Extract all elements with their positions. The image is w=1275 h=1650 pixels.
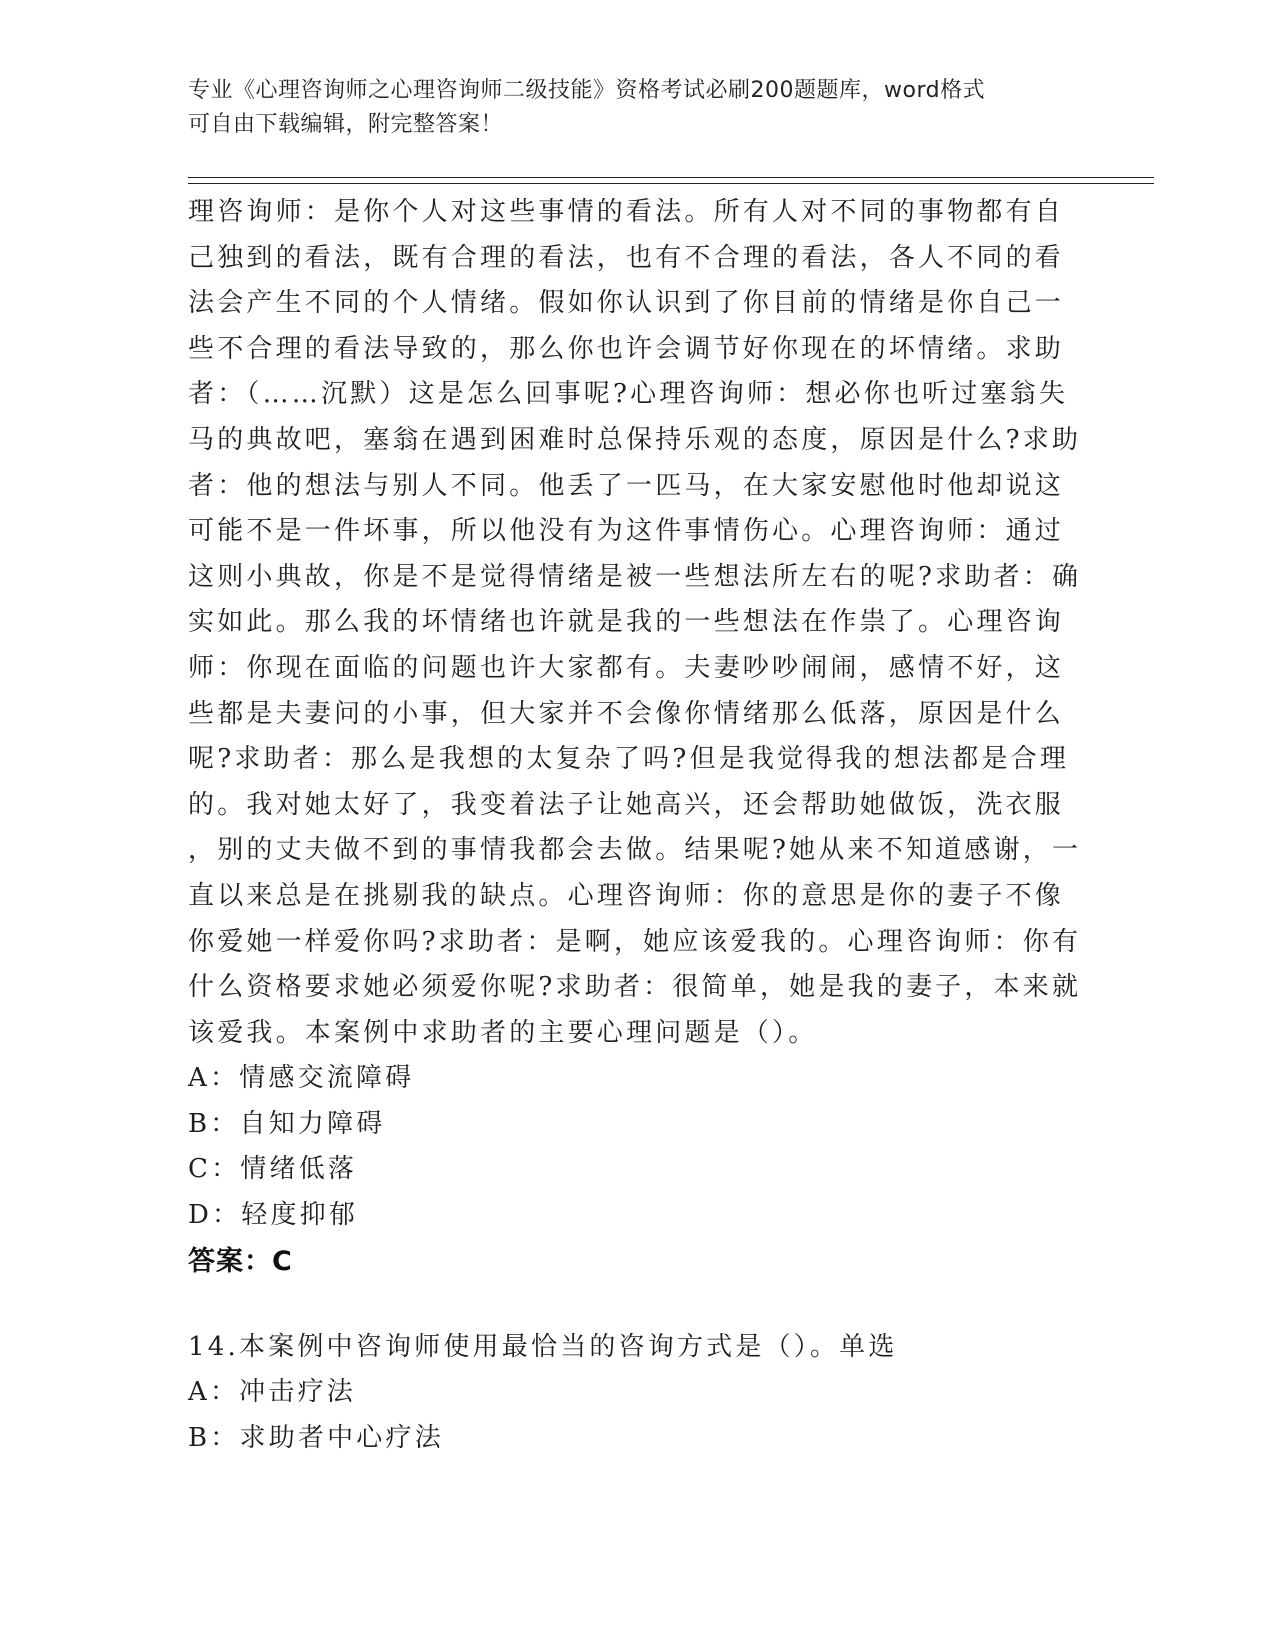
header-rule-thick bbox=[188, 177, 1154, 178]
question-14-stem: 14.本案例中咨询师使用最恰当的咨询方式是（）。单选 bbox=[188, 1331, 898, 1362]
option-c: C：情绪低落 bbox=[188, 1154, 358, 1185]
stem-line: 些不合理的看法导致的，那么你也许会调节好你现在的坏情绪。求助 bbox=[188, 333, 1065, 364]
option-d: D：轻度抑郁 bbox=[188, 1200, 359, 1231]
stem-line: 可能不是一件坏事，所以他没有为这件事情伤心。心理咨询师：通过 bbox=[188, 516, 1065, 547]
stem-line: 的。我对她太好了，我变着法子让她高兴，还会帮助她做饭，洗衣服 bbox=[188, 789, 1065, 820]
question-13-options bbox=[188, 1056, 1188, 1238]
option-b: B：求助者中心疗法 bbox=[188, 1422, 444, 1453]
question-14 bbox=[188, 1325, 1188, 1462]
stem-line: 马的典故吧，塞翁在遇到困难时总保持乐观的态度，原因是什么?求助 bbox=[188, 424, 1082, 455]
stem-line: 者：（……沉默）这是怎么回事呢?心理咨询师：想必你也听过塞翁失 bbox=[188, 379, 1069, 410]
answer-label: 答案：C bbox=[188, 1245, 293, 1277]
header-rule-thin bbox=[188, 183, 1154, 184]
option-b: B：自知力障碍 bbox=[188, 1108, 386, 1139]
stem-line: 呢?求助者：那么是我想的太复杂了吗?但是我觉得我的想法都是合理 bbox=[188, 744, 1070, 775]
option-a: A：情感交流障碍 bbox=[188, 1063, 415, 1094]
stem-line: 师：你现在面临的问题也许大家都有。夫妻吵吵闹闹，感情不好，这 bbox=[188, 652, 1065, 683]
stem-line: 你爱她一样爱你吗?求助者：是啊，她应该爱我的。心理咨询师：你有 bbox=[188, 926, 1082, 957]
stem-line: 者：他的想法与别人不同。他丢了一匹马，在大家安慰他时他却说这 bbox=[188, 470, 1065, 501]
header-title-line-1: 专业《心理咨询师之心理咨询师二级技能》资格考试必刷200题题库，word格式 bbox=[188, 78, 986, 103]
question-spacer bbox=[188, 1285, 1188, 1325]
stem-line: 己独到的看法，既有合理的看法，也有不合理的看法，各人不同的看 bbox=[188, 242, 1065, 273]
document-body bbox=[188, 190, 1188, 1461]
stem-line: 直以来总是在挑剔我的缺点。心理咨询师：你的意思是你的妻子不像 bbox=[188, 880, 1065, 911]
header-title-line-2: 可自由下载编辑，附完整答案！ bbox=[188, 112, 504, 137]
stem-line: 这则小典故，你是不是觉得情绪是被一些想法所左右的呢?求助者：确 bbox=[188, 561, 1082, 592]
stem-line: 实如此。那么我的坏情绪也许就是我的一些想法在作祟了。心理咨询 bbox=[188, 607, 1065, 638]
stem-line: 理咨询师：是你个人对这些事情的看法。所有人对不同的事物都有自 bbox=[188, 197, 1065, 227]
stem-line: 些都是夫妻问的小事，但大家并不会像你情绪那么低落，原因是什么 bbox=[188, 698, 1065, 729]
stem-line: 什么资格要求她必须爱你呢?求助者：很简单，她是我的妻子，本来就 bbox=[188, 972, 1082, 1003]
stem-line: 该爱我。本案例中求助者的主要心理问题是（）。 bbox=[188, 1017, 818, 1048]
question-13-stem bbox=[188, 190, 1188, 1056]
option-a: A：冲击疗法 bbox=[188, 1377, 356, 1408]
stem-line: 法会产生不同的个人情绪。假如你认识到了你目前的情绪是你自己一 bbox=[188, 288, 1065, 319]
document-header bbox=[188, 74, 1078, 142]
stem-line: ，别的丈夫做不到的事情我都会去做。结果呢?她从来不知道感谢，一 bbox=[188, 835, 1082, 866]
question-13 bbox=[188, 190, 1188, 1285]
